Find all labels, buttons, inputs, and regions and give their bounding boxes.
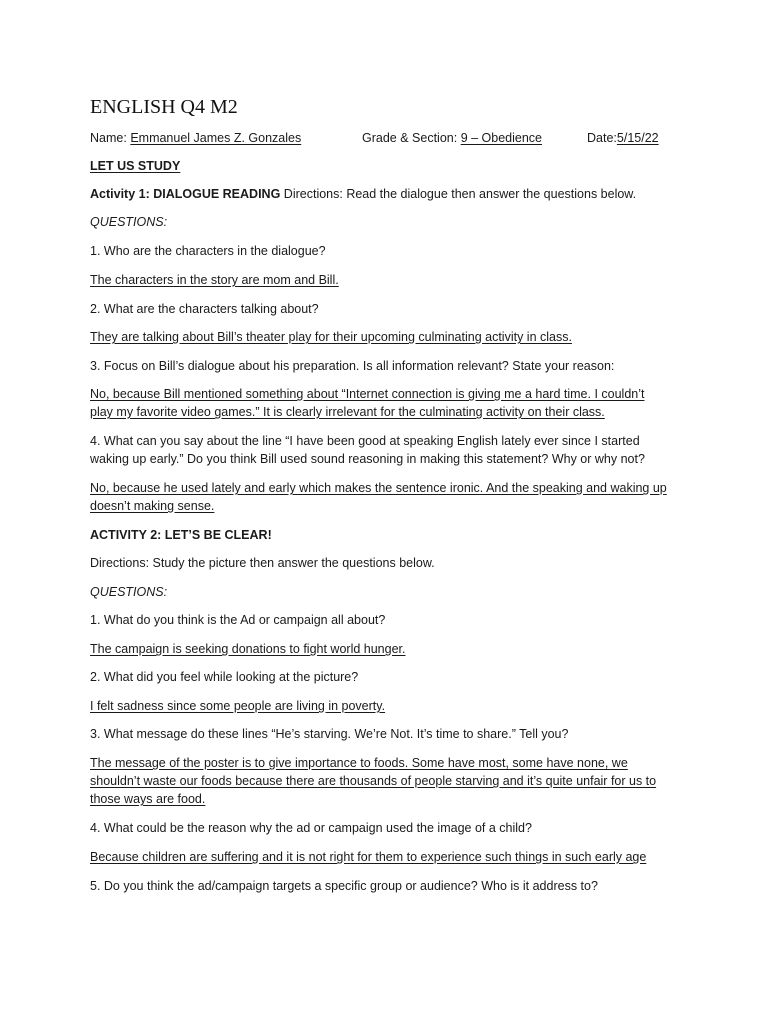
date-field <box>587 129 659 147</box>
activity1-line <box>90 185 636 203</box>
a1-a1: The characters in the story are mom and Bill. <box>90 273 339 287</box>
a2-a3-line2: shouldn’t waste our foods because there are thousands of people starving and it’s quite unfair for us to <box>90 774 657 788</box>
activity2-heading: ACTIVITY 2: LET’S BE CLEAR! <box>90 528 272 542</box>
activity1-questions-label: QUESTIONS: <box>90 215 168 229</box>
a1-q1: 1. Who are the characters in the dialogue? <box>90 244 326 258</box>
grade-value: 9 – Obedience <box>460 131 542 145</box>
name-label: Name: <box>90 131 127 145</box>
document-title: ENGLISH Q4 M2 <box>90 96 238 118</box>
a1-q3: 3. Focus on Bill’s dialogue about his preparation. Is all information relevant? State your reason: <box>90 359 615 373</box>
student-header <box>90 129 301 147</box>
a1-a4-line1: No, because he used lately and early which makes the sentence ironic. And the speaking and waking up <box>90 481 667 495</box>
activity1-directions: Directions: Read the dialogue then answer the questions below. <box>283 187 637 201</box>
a1-a4-line2: doesn’t making sense. <box>90 499 215 513</box>
a1-a3-line1: No, because Bill mentioned something about “Internet connection is giving me a hard time. I couldn’t <box>90 387 645 401</box>
a2-a4: Because children are suffering and it is not right for them to experience such things in such early age <box>90 850 647 864</box>
a1-q2: 2. What are the characters talking about? <box>90 302 319 316</box>
a1-q4-line2: waking up early.” Do you think Bill used sound reasoning in making this statement? Why or why not? <box>90 452 645 466</box>
a1-q4-line1: 4. What can you say about the line “I have been good at speaking English lately ever since I started <box>90 434 640 448</box>
grade-section <box>362 129 542 147</box>
a1-a2: They are talking about Bill’s theater play for their upcoming culminating activity in class. <box>90 330 572 344</box>
grade-label: Grade & Section: <box>362 131 458 145</box>
date-label: Date: <box>587 131 617 145</box>
a1-a3-line2: play my favorite video games.” It is clearly irrelevant for the culminating activity on their class. <box>90 405 605 419</box>
name-value: Emmanuel James Z. Gonzales <box>130 131 302 145</box>
a2-a2: I felt sadness since some people are living in poverty. <box>90 699 386 713</box>
activity1-heading: Activity 1: DIALOGUE READING <box>90 187 281 201</box>
a2-q1: 1. What do you think is the Ad or campaign all about? <box>90 613 386 627</box>
a2-a1: The campaign is seeking donations to fight world hunger. <box>90 642 406 656</box>
section-heading: LET US STUDY <box>90 159 181 173</box>
activity2-questions-label: QUESTIONS: <box>90 585 168 599</box>
activity2-directions: Directions: Study the picture then answer the questions below. <box>90 556 435 570</box>
a2-q2: 2. What did you feel while looking at the picture? <box>90 670 359 684</box>
a2-q5: 5. Do you think the ad/campaign targets a specific group or audience? Who is it address to? <box>90 879 598 893</box>
a2-q3: 3. What message do these lines “He’s starving. We’re Not. It’s time to share.” Tell you? <box>90 727 569 741</box>
date-value: 5/15/22 <box>616 131 659 145</box>
a2-a3-line3: those ways are food. <box>90 792 206 806</box>
a2-a3-line1: The message of the poster is to give importance to foods. Some have most, some have none, we <box>90 756 628 770</box>
a2-q4: 4. What could be the reason why the ad or campaign used the image of a child? <box>90 821 532 835</box>
